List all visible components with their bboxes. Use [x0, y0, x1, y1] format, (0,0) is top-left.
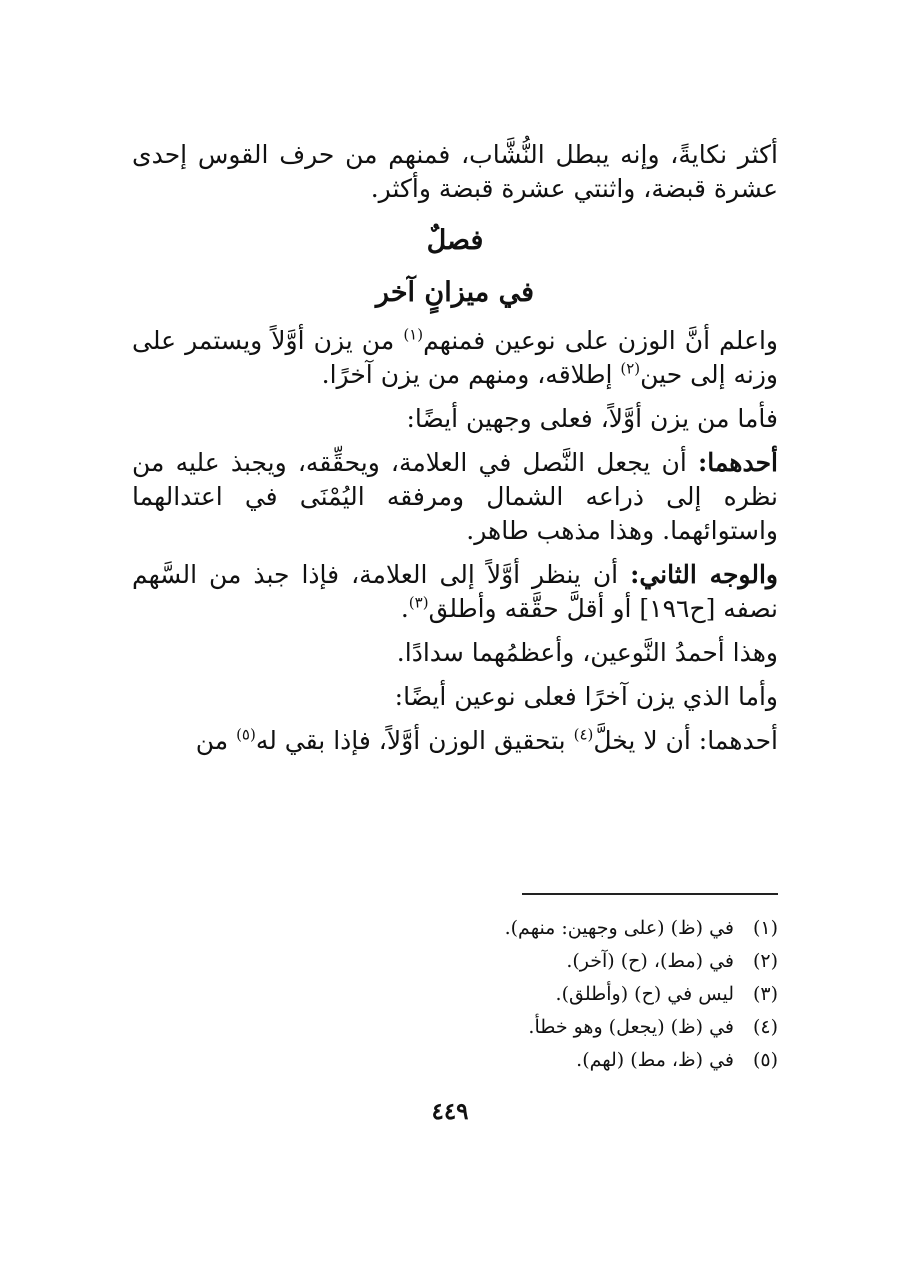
paragraph-8	[132, 724, 778, 758]
paragraph-text: أن ينظر أوَّلاً إلى العلامة، فإذا جبذ من السَّهم نصفه [ح١٩٦] أو أقلَّ حقَّقه وأطلق	[132, 560, 778, 623]
paragraph-6	[132, 636, 778, 670]
paragraph-text: أحدهما: أن لا يخلَّ	[593, 726, 778, 755]
paragraph-1	[132, 138, 778, 206]
footnote-text: ليس في (ح) (وأطلق).	[555, 983, 734, 1005]
paragraph-text: .	[400, 594, 409, 623]
paragraph-text: إطلاقه، ومنهم من يزن آخرًا.	[321, 360, 621, 389]
footnote-number: (٤)	[752, 1016, 778, 1038]
paragraph-text: وهذا أحمدُ النَّوعين، وأعظمُهما سدادًا.	[396, 638, 778, 667]
paragraph-text: أكثر نكايةً، وإنه يبطل النُّشَّاب، فمنهم من حرف القوس إحدى عشرة قبضة، واثنتي عشرة قبضة وأكثر.	[132, 140, 778, 203]
footnote-ref-4[interactable]: (٤)	[573, 725, 594, 744]
footnote-number: (٥)	[752, 1049, 778, 1071]
paragraph-text: وأما الذي يزن آخرًا فعلى نوعين أيضًا:	[394, 682, 778, 711]
footnote-item	[132, 978, 778, 1011]
footnote-ref-1[interactable]: (١)	[403, 325, 424, 344]
footnote-item	[132, 945, 778, 978]
paragraph-2	[132, 324, 778, 392]
footnote-ref-2[interactable]: (٢)	[620, 359, 641, 378]
paragraph-4	[132, 446, 778, 548]
footnote-item	[132, 912, 778, 945]
footnote-text: في (ظ) (يجعل) وهو خطأ.	[528, 1016, 734, 1038]
section-subtitle: في ميزانٍ آخر	[375, 277, 535, 308]
footnote-number: (٢)	[752, 950, 778, 972]
footnote-ref-3[interactable]: (٣)	[408, 593, 429, 612]
footnote-item	[132, 1011, 778, 1044]
paragraph-text: من يزن أوَّلاً ويستمر على وزنه إلى حين	[132, 326, 778, 389]
section-heading: فصلٌ	[426, 225, 484, 256]
paragraph-5	[132, 558, 778, 626]
footnote-number: (٣)	[752, 983, 778, 1005]
footnote-text: في (مط)، (ح) (آخر).	[566, 950, 734, 972]
footnote-item	[132, 1044, 778, 1077]
footnote-divider	[522, 893, 778, 895]
footnote-text: في (ظ) (على وجهين: منهم).	[504, 917, 734, 939]
paragraph-7	[132, 680, 778, 714]
paragraph-text: من	[195, 726, 237, 755]
paragraph-text: واعلم أنَّ الوزن على نوعين فمنهم	[423, 326, 778, 355]
footnote-number: (١)	[752, 917, 778, 939]
paragraph-text: بتحقيق الوزن أوَّلاً، فإذا بقي له	[255, 726, 574, 755]
paragraph-3	[132, 402, 778, 436]
paragraph-lead: والوجه الثاني:	[630, 560, 778, 589]
paragraph-text: فأما من يزن أوَّلاً، فعلى وجهين أيضًا:	[406, 404, 778, 433]
footnotes-list	[132, 912, 778, 1077]
footnote-text: في (ظ، مط) (لهم).	[576, 1049, 734, 1071]
main-text	[132, 138, 778, 768]
paragraph-lead: أحدهما:	[697, 448, 778, 477]
footnote-ref-5[interactable]: (٥)	[236, 725, 256, 744]
page-number: ٤٤٩	[431, 1098, 469, 1125]
paragraph-text: أن يجعل النَّصل في العلامة، ويحقِّقه، ويجبذ عليه من نظره إلى ذراعه الشمال ومرفقه اليُمْنَى في اعتدالهما واستوائهما. وهذا مذهب طاهر.	[132, 448, 778, 545]
